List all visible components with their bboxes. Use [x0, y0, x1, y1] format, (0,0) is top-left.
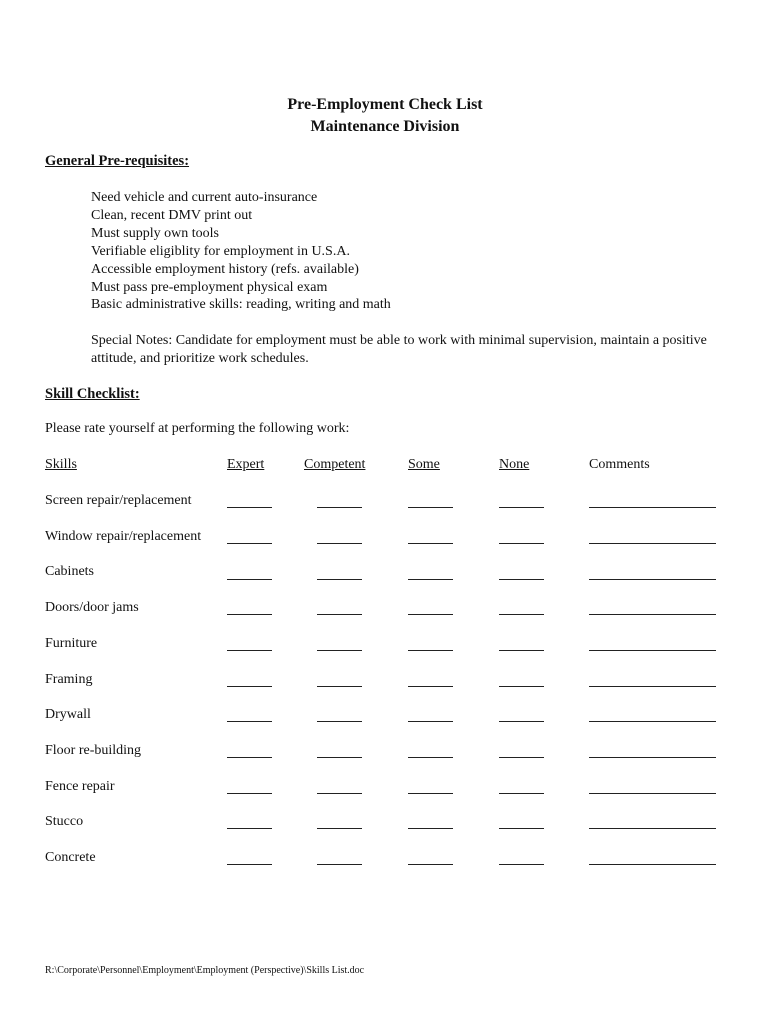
comments-blank[interactable]	[589, 543, 716, 544]
some-blank[interactable]	[408, 614, 453, 615]
skill-label: Doors/door jams	[45, 600, 139, 615]
none-blank[interactable]	[499, 793, 544, 794]
none-blank[interactable]	[499, 721, 544, 722]
competent-blank[interactable]	[317, 543, 362, 544]
expert-blank[interactable]	[227, 721, 272, 722]
some-blank[interactable]	[408, 864, 453, 865]
comments-blank[interactable]	[589, 579, 716, 580]
none-blank[interactable]	[499, 864, 544, 865]
rating-instructions: Please rate yourself at performing the following work:	[45, 421, 350, 436]
skill-checklist-heading: Skill Checklist:	[45, 386, 140, 402]
expert-blank[interactable]	[227, 686, 272, 687]
some-blank[interactable]	[408, 828, 453, 829]
column-header-comments: Comments	[589, 457, 650, 472]
competent-blank[interactable]	[317, 757, 362, 758]
competent-blank[interactable]	[317, 614, 362, 615]
comments-blank[interactable]	[589, 864, 716, 865]
some-blank[interactable]	[408, 650, 453, 651]
comments-blank[interactable]	[589, 650, 716, 651]
some-blank[interactable]	[408, 757, 453, 758]
skill-label: Furniture	[45, 636, 98, 651]
competent-blank[interactable]	[317, 579, 362, 580]
some-blank[interactable]	[408, 579, 453, 580]
document-subtitle: Maintenance Division	[310, 118, 460, 135]
none-blank[interactable]	[499, 614, 544, 615]
none-blank[interactable]	[499, 579, 544, 580]
some-blank[interactable]	[408, 543, 453, 544]
competent-blank[interactable]	[317, 864, 362, 865]
document-title: Pre-Employment Check List	[287, 96, 483, 113]
competent-blank[interactable]	[317, 828, 362, 829]
skill-label: Drywall	[45, 707, 91, 722]
competent-blank[interactable]	[317, 507, 362, 508]
special-notes: Special Notes: Candidate for employment must be able to work with minimal supervision, maintain a positive attitude, and prioritize work schedules.	[91, 333, 707, 366]
prerequisite-item: Accessible employment history (refs. available)	[91, 261, 359, 277]
skill-label: Stucco	[45, 814, 84, 829]
expert-blank[interactable]	[227, 579, 272, 580]
comments-blank[interactable]	[589, 686, 716, 687]
file-path-footer: R:\Corporate\Personnel\Employment\Employment (Perspective)\Skills List.doc	[45, 965, 365, 976]
prerequisite-item: Must supply own tools	[91, 225, 219, 241]
expert-blank[interactable]	[227, 793, 272, 794]
none-blank[interactable]	[499, 828, 544, 829]
prerequisite-item: Basic administrative skills: reading, writing and math	[91, 297, 391, 313]
skill-label: Concrete	[45, 850, 96, 865]
expert-blank[interactable]	[227, 543, 272, 544]
competent-blank[interactable]	[317, 686, 362, 687]
some-blank[interactable]	[408, 507, 453, 508]
general-prerequisites-heading: General Pre-requisites:	[45, 153, 190, 169]
expert-blank[interactable]	[227, 507, 272, 508]
competent-blank[interactable]	[317, 721, 362, 722]
prerequisite-item: Clean, recent DMV print out	[91, 207, 253, 223]
skill-label: Cabinets	[45, 564, 94, 579]
some-blank[interactable]	[408, 721, 453, 722]
prerequisite-item: Must pass pre-employment physical exam	[91, 279, 328, 295]
column-header-expert: Expert	[227, 457, 265, 472]
none-blank[interactable]	[499, 543, 544, 544]
some-blank[interactable]	[408, 793, 453, 794]
column-header-none: None	[499, 457, 530, 472]
skill-label: Screen repair/replacement	[45, 493, 192, 508]
none-blank[interactable]	[499, 686, 544, 687]
expert-blank[interactable]	[227, 864, 272, 865]
none-blank[interactable]	[499, 757, 544, 758]
column-header-some: Some	[408, 457, 440, 472]
skill-label: Framing	[45, 672, 93, 687]
prerequisite-item: Verifiable eligiblity for employment in U.S.A.	[91, 243, 350, 259]
none-blank[interactable]	[499, 650, 544, 651]
comments-blank[interactable]	[589, 757, 716, 758]
prerequisite-item: Need vehicle and current auto-insurance	[91, 190, 318, 205]
competent-blank[interactable]	[317, 793, 362, 794]
column-header-competent: Competent	[304, 457, 366, 472]
skill-label: Floor re-building	[45, 743, 142, 758]
comments-blank[interactable]	[589, 507, 716, 508]
comments-blank[interactable]	[589, 793, 716, 794]
prerequisites-list	[91, 189, 391, 314]
expert-blank[interactable]	[227, 757, 272, 758]
column-header-skills: Skills	[45, 457, 77, 472]
comments-blank[interactable]	[589, 614, 716, 615]
skill-label: Fence repair	[45, 779, 115, 794]
expert-blank[interactable]	[227, 614, 272, 615]
none-blank[interactable]	[499, 507, 544, 508]
comments-blank[interactable]	[589, 721, 716, 722]
expert-blank[interactable]	[227, 650, 272, 651]
comments-blank[interactable]	[589, 828, 716, 829]
expert-blank[interactable]	[227, 828, 272, 829]
some-blank[interactable]	[408, 686, 453, 687]
competent-blank[interactable]	[317, 650, 362, 651]
skill-label: Window repair/replacement	[45, 529, 202, 544]
